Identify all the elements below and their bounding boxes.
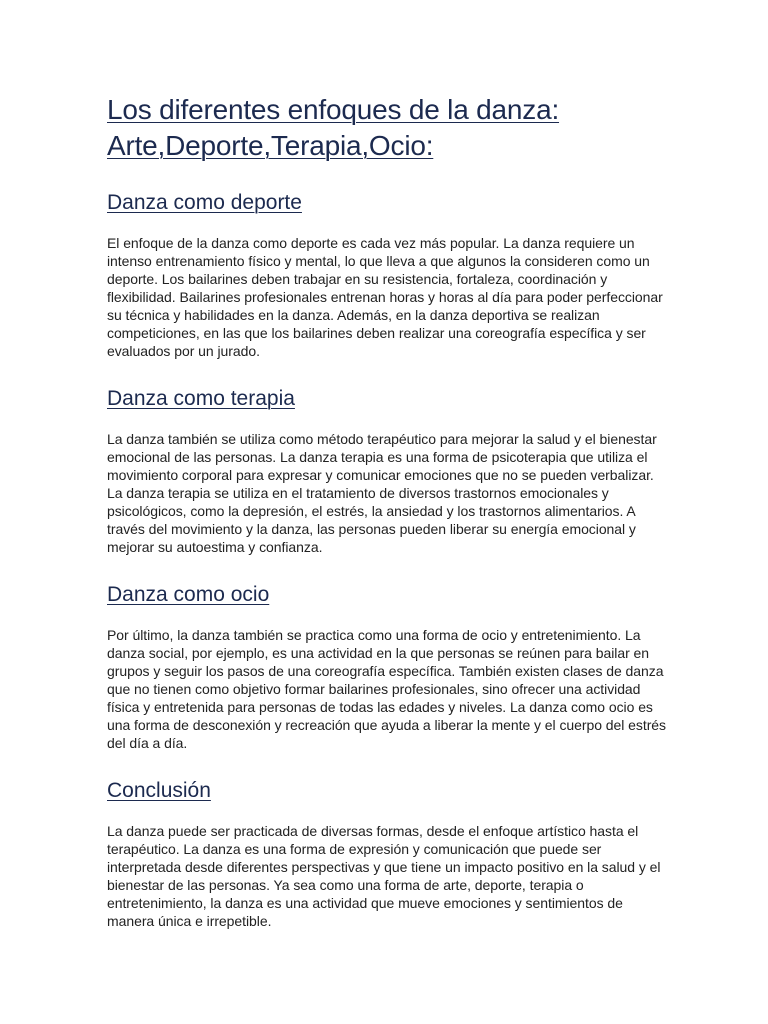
title-line-2: Arte,Deporte,Terapia,Ocio: [107, 130, 434, 161]
section-paragraph: El enfoque de la danza como deporte es cada vez más popular. La danza requiere un intenso entrenamiento físico y mental, lo que lleva a que algunos la consideren como un deporte. Los bailarines deben trabajar en su resistencia, fortaleza, coordinación y flexibilidad. Bailarines profesionales entrenan horas y horas al día para poder perfeccionar su técnica y habilidades en la danza. Además, en la danza deportiva se realizan competiciones, en las que los bailarines deben realizar una coreografía específica y ser evaluados por un jurado. [107, 235, 663, 359]
document-title [107, 92, 667, 164]
section-heading: Danza como deporte [107, 191, 302, 214]
section-heading: Conclusión [107, 779, 211, 802]
section-heading: Danza como terapia [107, 387, 295, 410]
section-ocio [107, 582, 667, 752]
section-deporte [107, 190, 667, 360]
section-terapia [107, 386, 667, 556]
section-paragraph: La danza también se utiliza como método terapéutico para mejorar la salud y el bienestar emocional de las personas. La danza terapia es una forma de psicoterapia que utiliza el movimiento corporal para expresar y comunicar emociones que no se pueden verbalizar. La danza terapia se utiliza en el tratamiento de diversos trastornos emocionales y psicológicos, como la depresión, el estrés, la ansiedad y los trastornos alimentarios. A través del movimiento y la danza, las personas pueden liberar su energía emocional y mejorar su autoestima y confianza. [107, 431, 657, 555]
section-heading: Danza como ocio [107, 583, 270, 606]
section-paragraph: La danza puede ser practicada de diversas formas, desde el enfoque artístico hasta el terapéutico. La danza es una forma de expresión y comunicación que puede ser interpretada desde diferentes perspectivas y que tiene un impacto positivo en la salud y el bienestar de las personas. Ya sea como una forma de arte, deporte, terapia o entretenimiento, la danza es una actividad que mueve emociones y sentimientos de manera única e irrepetible. [107, 823, 661, 929]
section-conclusion [107, 778, 667, 930]
section-paragraph: Por último, la danza también se practica como una forma de ocio y entretenimiento. La danza social, por ejemplo, es una actividad en la que personas se reúnen para bailar en grupos y seguir los pasos de una coreografía específica. También existen clases de danza que no tienen como objetivo formar bailarines profesionales, sino ofrecer una actividad física y entretenida para personas de todas las edades y niveles. La danza como ocio es una forma de desconexión y recreación que ayuda a liberar la mente y el cuerpo del estrés del día a día. [107, 627, 666, 751]
title-line-1: Los diferentes enfoques de la danza: [107, 94, 560, 125]
document-page [107, 92, 667, 956]
